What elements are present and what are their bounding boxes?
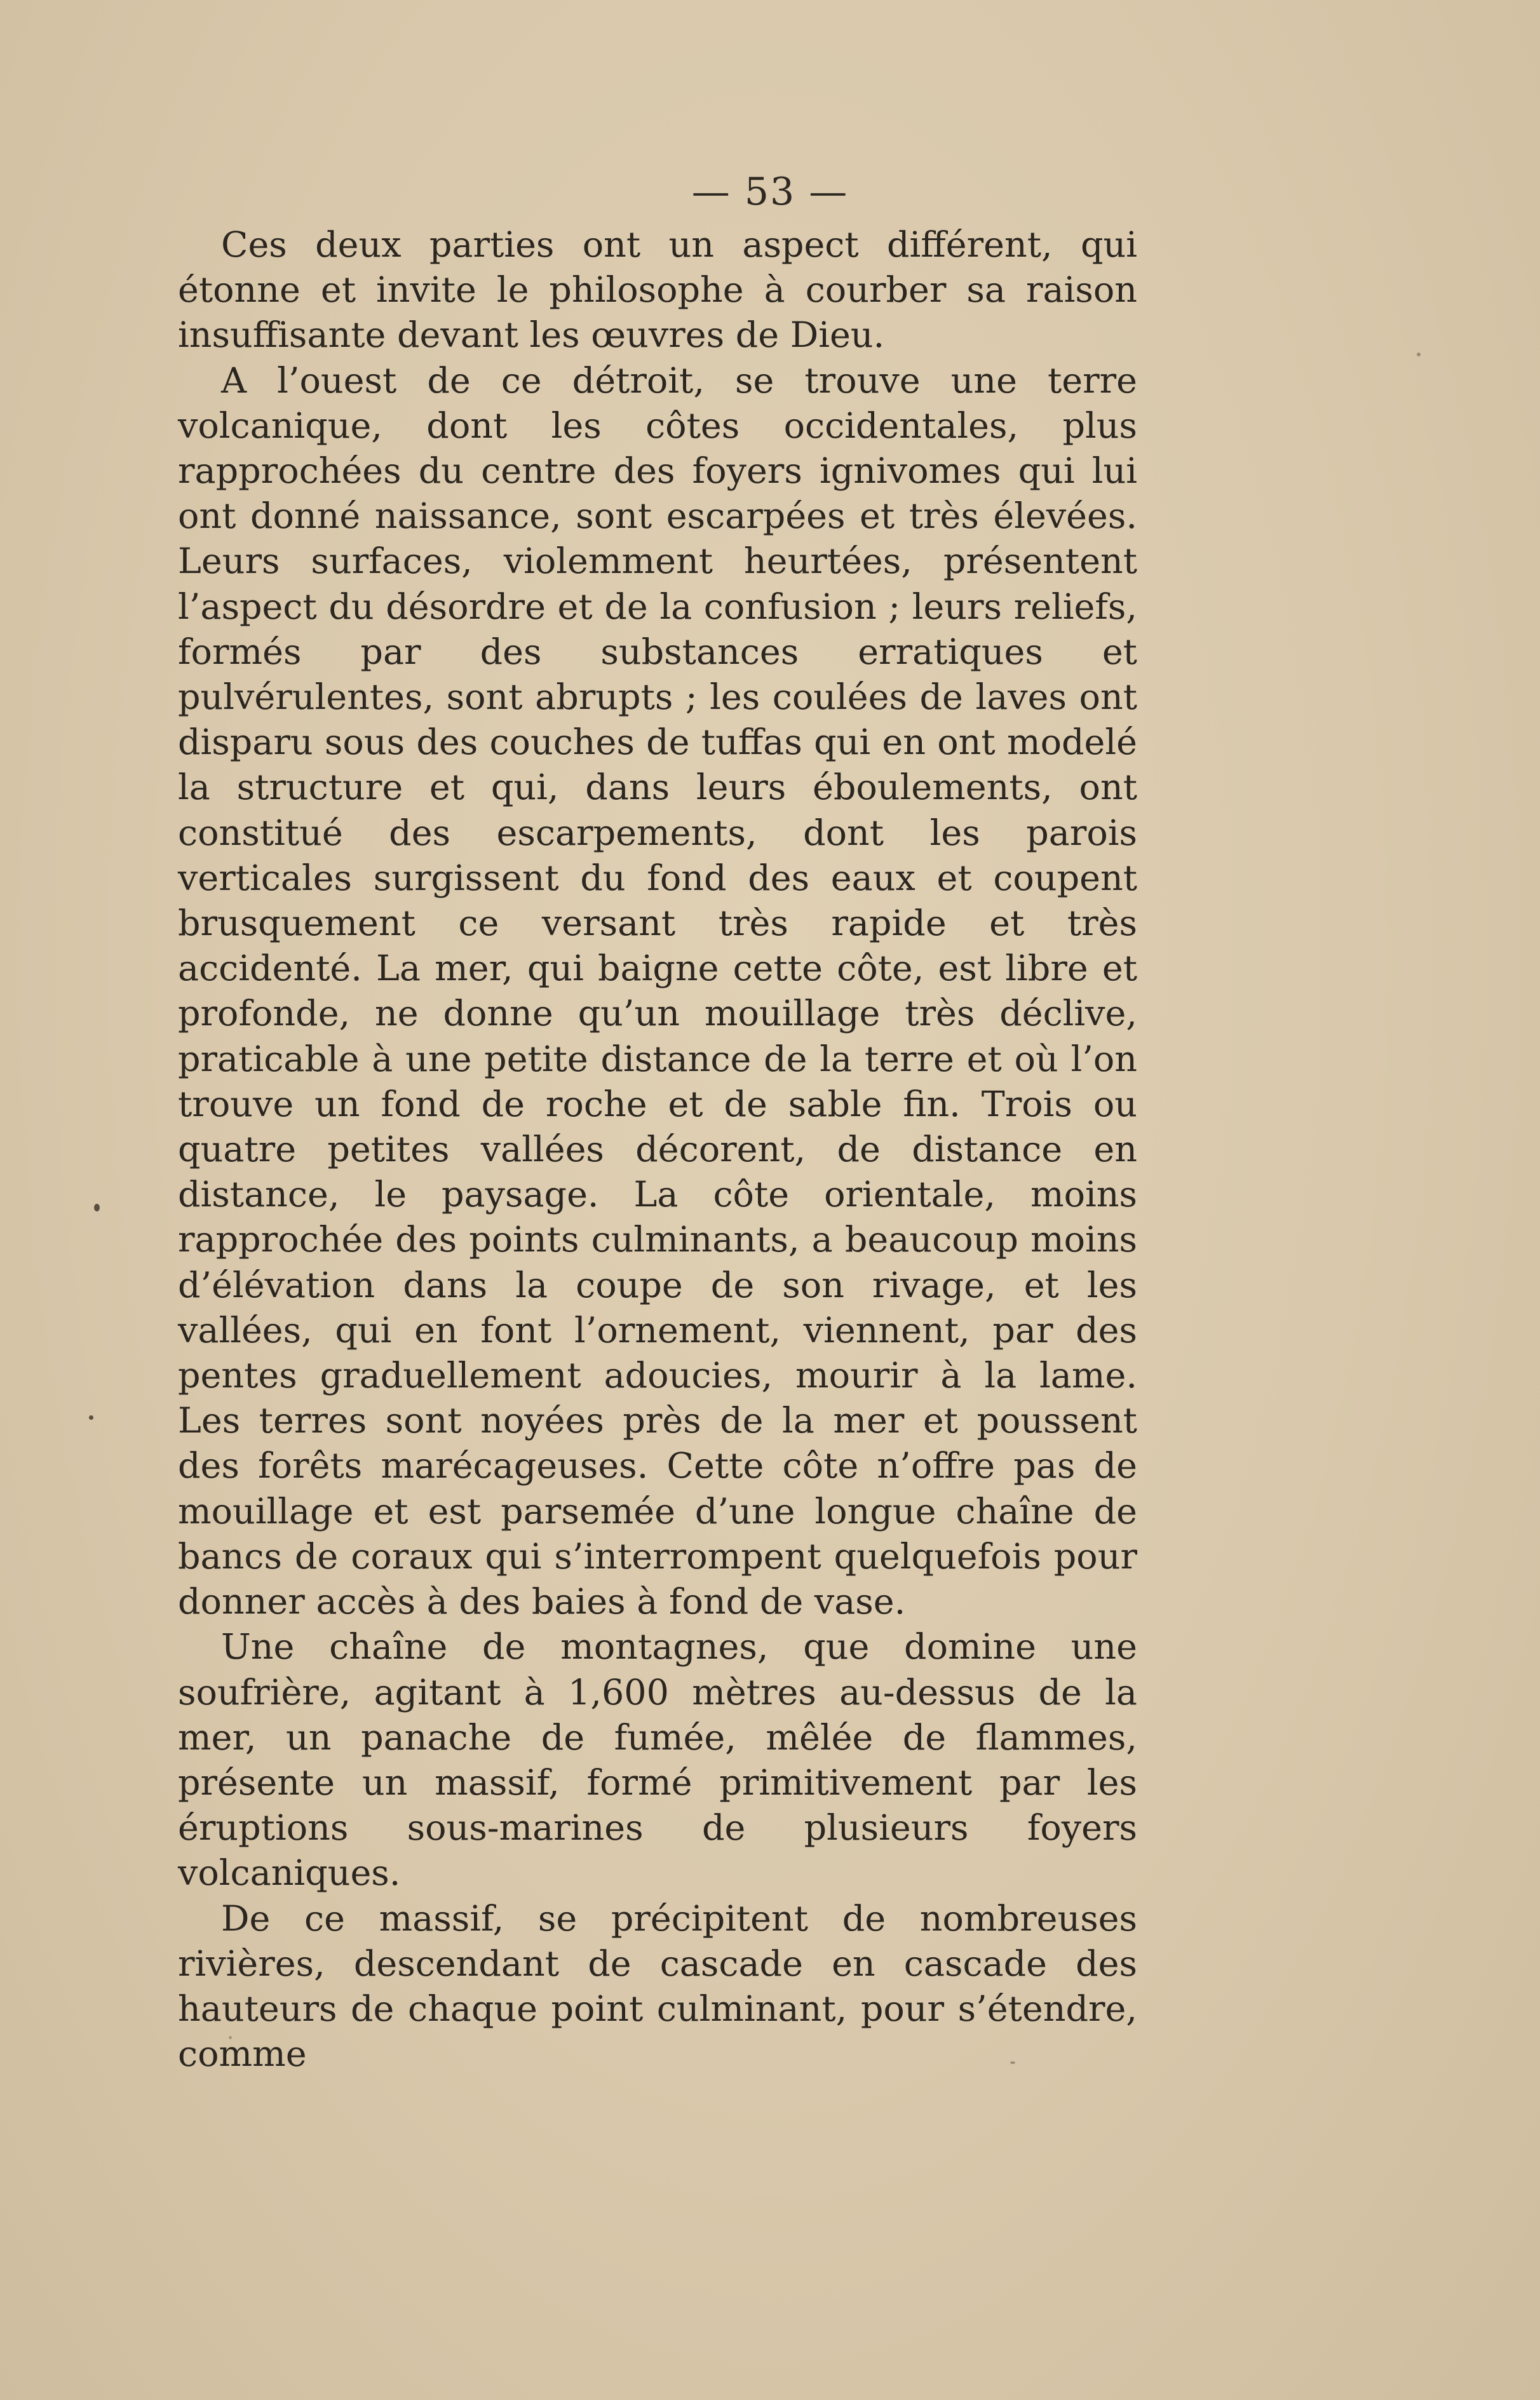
paragraph: A l’ouest de ce détroit, se trouve une terre volcanique, dont les côtes occidentales, plus rapprochées du centre des foyers ignivomes qui lui ont donné naissance, sont escarpées et très élevées. Leurs surfaces, violemment heurtées, présentent l’aspect du désordre et de la confusion ; leurs reliefs, formés par des substances erratiques et pulvérulentes, sont abrupts ; les coulées de laves ont disparu sous des couches de tuffas qui en ont modelé la structure et qui, dans leurs éboulements, ont constitué des escarpements, dont les parois verticales surgissent du fond des eaux et coupent brusquement ce versant très rapide et très accidenté. La mer, qui baigne cette côte, est libre et profonde, ne donne qu’un mouillage très déclive, praticable à une petite distance de la terre et où l’on trouve un fond de roche et de sable fin. Trois ou quatre petites vallées décorent, de distance en distance, le paysage. La côte orientale, moins rapprochée des points culminants, a beaucoup moins d’élévation dans la coupe de son rivage, et les vallées, qui en font l’ornement, viennent, par des pentes graduellement adoucies, mourir à la lame. Les terres sont noyées près de la mer et poussent des forêts marécageuses. Cette côte n’offre pas de mouillage et est parsemée d’une longue chaîne de bancs de coraux qui s’interrompent quelquefois pour donner accès à des baies à fond de vase. (178, 360, 1137, 1623)
page-number: — 53 — (691, 170, 849, 214)
paper-speck (229, 2036, 232, 2039)
paragraph: Une chaîne de montagnes, que domine une soufrière, agitant à 1,600 mètres au-dessus de la mer, un panache de fumée, mêlée de flammes, présente un massif, formé primitivement par les éruptions sous-marines de plusieurs foyers volcaniques. (178, 1626, 1137, 1894)
paper-speck (94, 1204, 100, 1211)
body-text (178, 222, 1137, 2077)
paragraph: De ce massif, se précipitent de nombreuses rivières, descendant de cascade en cascade des hauteurs de chaque point culminant, pour s’étendre, comme (178, 1898, 1137, 2075)
paper-speck (1010, 2061, 1015, 2064)
paper-speck (89, 1415, 93, 1420)
paper-speck (1417, 353, 1421, 356)
paragraph: Ces deux parties ont un aspect différent, qui étonne et invite le philosophe à courber sa raison insuffisante devant les œuvres de Dieu. (178, 224, 1137, 356)
